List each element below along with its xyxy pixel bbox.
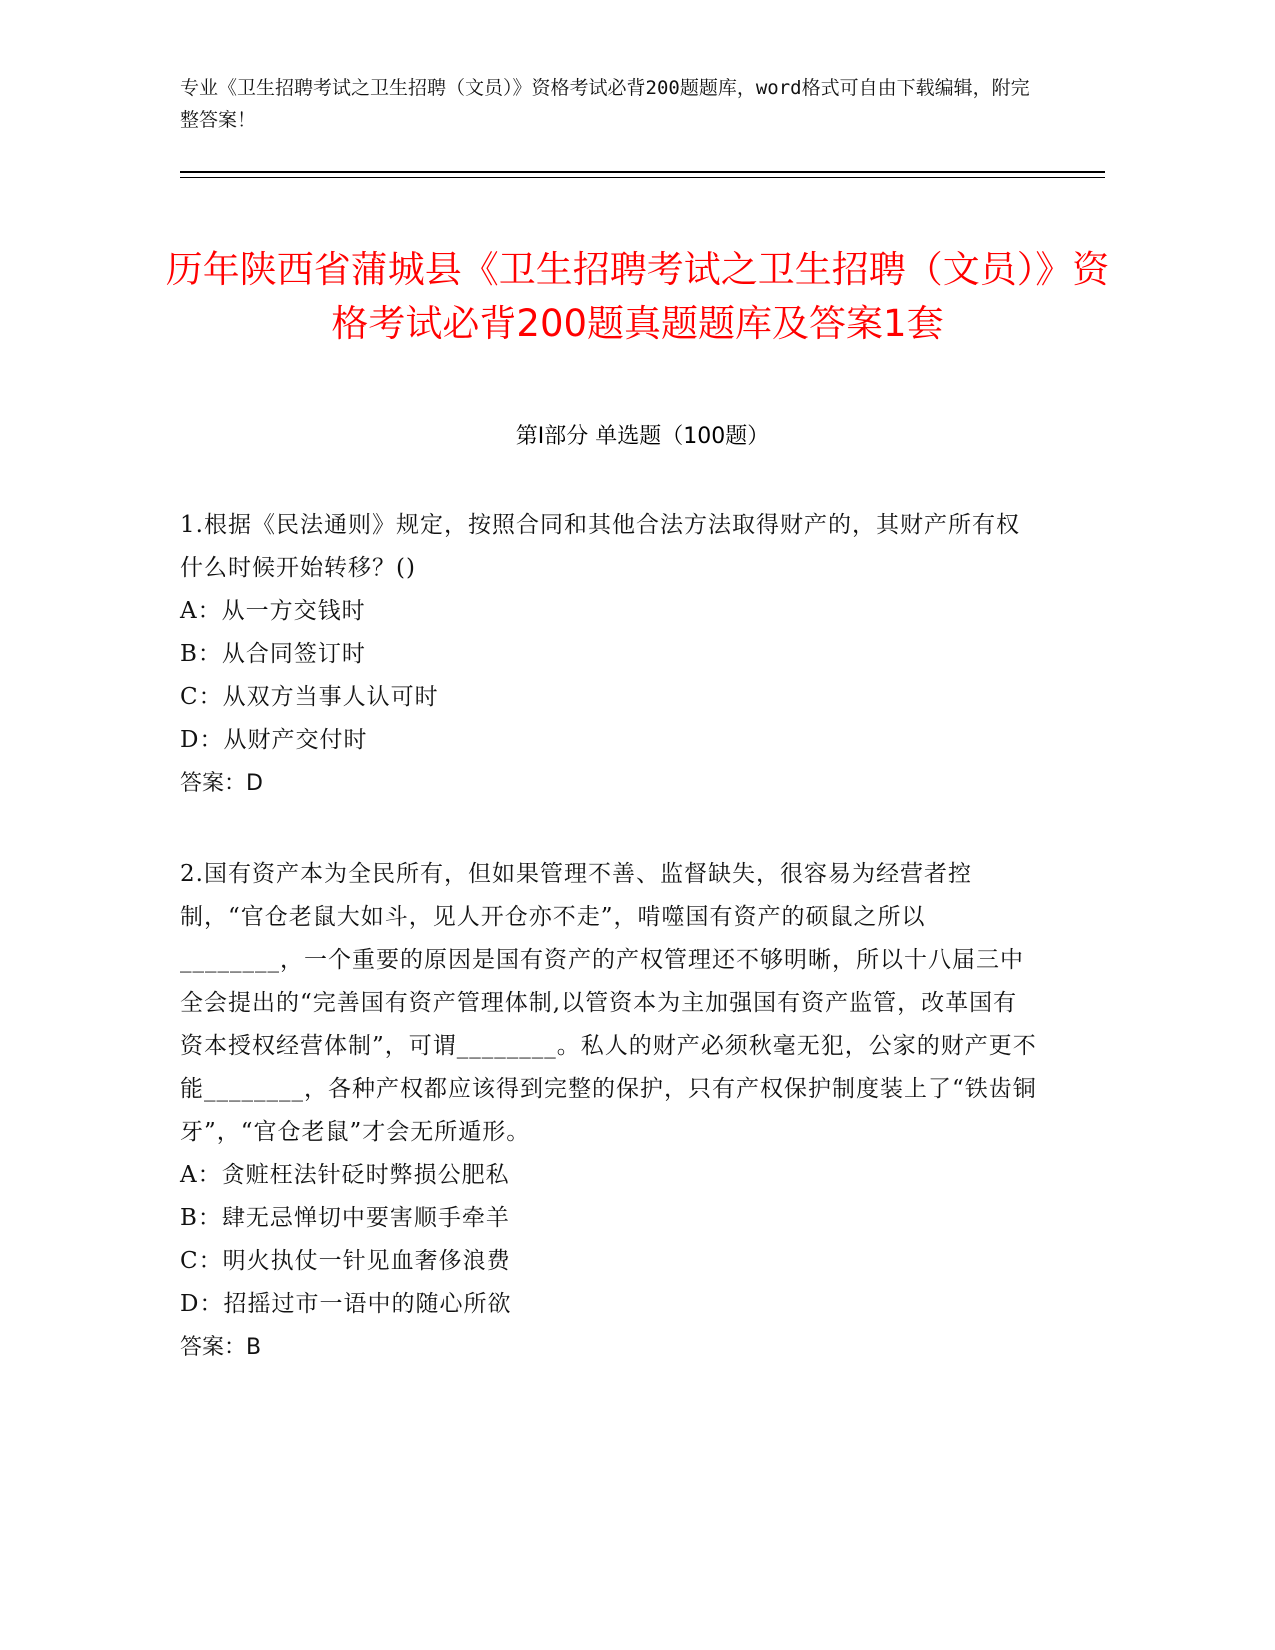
- question-2-option-c: C：明火执仗一针见血奢侈浪费: [180, 1248, 511, 1274]
- header-divider-thick: [180, 171, 1105, 173]
- section-title: 第I部分 单选题（100题）: [515, 424, 770, 449]
- question-2-option-b: B：肆无忌惮切中要害顺手牵羊: [180, 1205, 510, 1231]
- question-2-answer: 答案：B: [180, 1335, 262, 1360]
- question-1-answer: 答案：D: [180, 771, 263, 796]
- question-1-option-d: D：从财产交付时: [180, 727, 368, 753]
- question-1-option-a: A：从一方交钱时: [180, 598, 366, 624]
- question-2-text: 2.国有资产本为全民所有，但如果管理不善、监督缺失，很容易为经营者控制，“官仓老鼠大如斗，见人开仓亦不走”，啃噬国有资产的硕鼠之所以________，一个重要的原因是国有资产的产权管理还不够明晰，所以十八届三中全会提出的“完善国有资产管理体制,以管资本为主加强国有资产监管，改革国有资本授权经营体制”，可谓________。私人的财产必须秋毫无犯，公家的财产更不能________，各种产权都应该得到完整的保护，只有产权保护制度装上了“铁齿铜牙”，“官仓老鼠”才会无所遁形。: [180, 861, 1037, 1145]
- question-2: [180, 853, 1040, 1369]
- question-2-option-a: A：贪赃枉法针砭时弊损公肥私: [180, 1162, 510, 1188]
- question-2-option-d: D：招摇过市一语中的随心所欲: [180, 1291, 512, 1317]
- question-1-option-b: B：从合同签订时: [180, 641, 366, 667]
- document-title: 历年陕西省蒲城县《卫生招聘考试之卫生招聘（文员）》资格考试必背200题真题题库及答案1套: [165, 247, 1110, 345]
- question-1-text: 1.根据《民法通则》规定，按照合同和其他合法方法取得财产的，其财产所有权什么时候开始转移？(): [180, 512, 1020, 581]
- header-divider-thin: [180, 177, 1105, 178]
- document-header-note: 专业《卫生招聘考试之卫生招聘（文员）》资格考试必背200题题库，word格式可自由下载编辑，附完整答案！: [180, 77, 1030, 131]
- question-1: [180, 504, 1040, 805]
- question-1-option-c: C：从双方当事人认可时: [180, 684, 439, 710]
